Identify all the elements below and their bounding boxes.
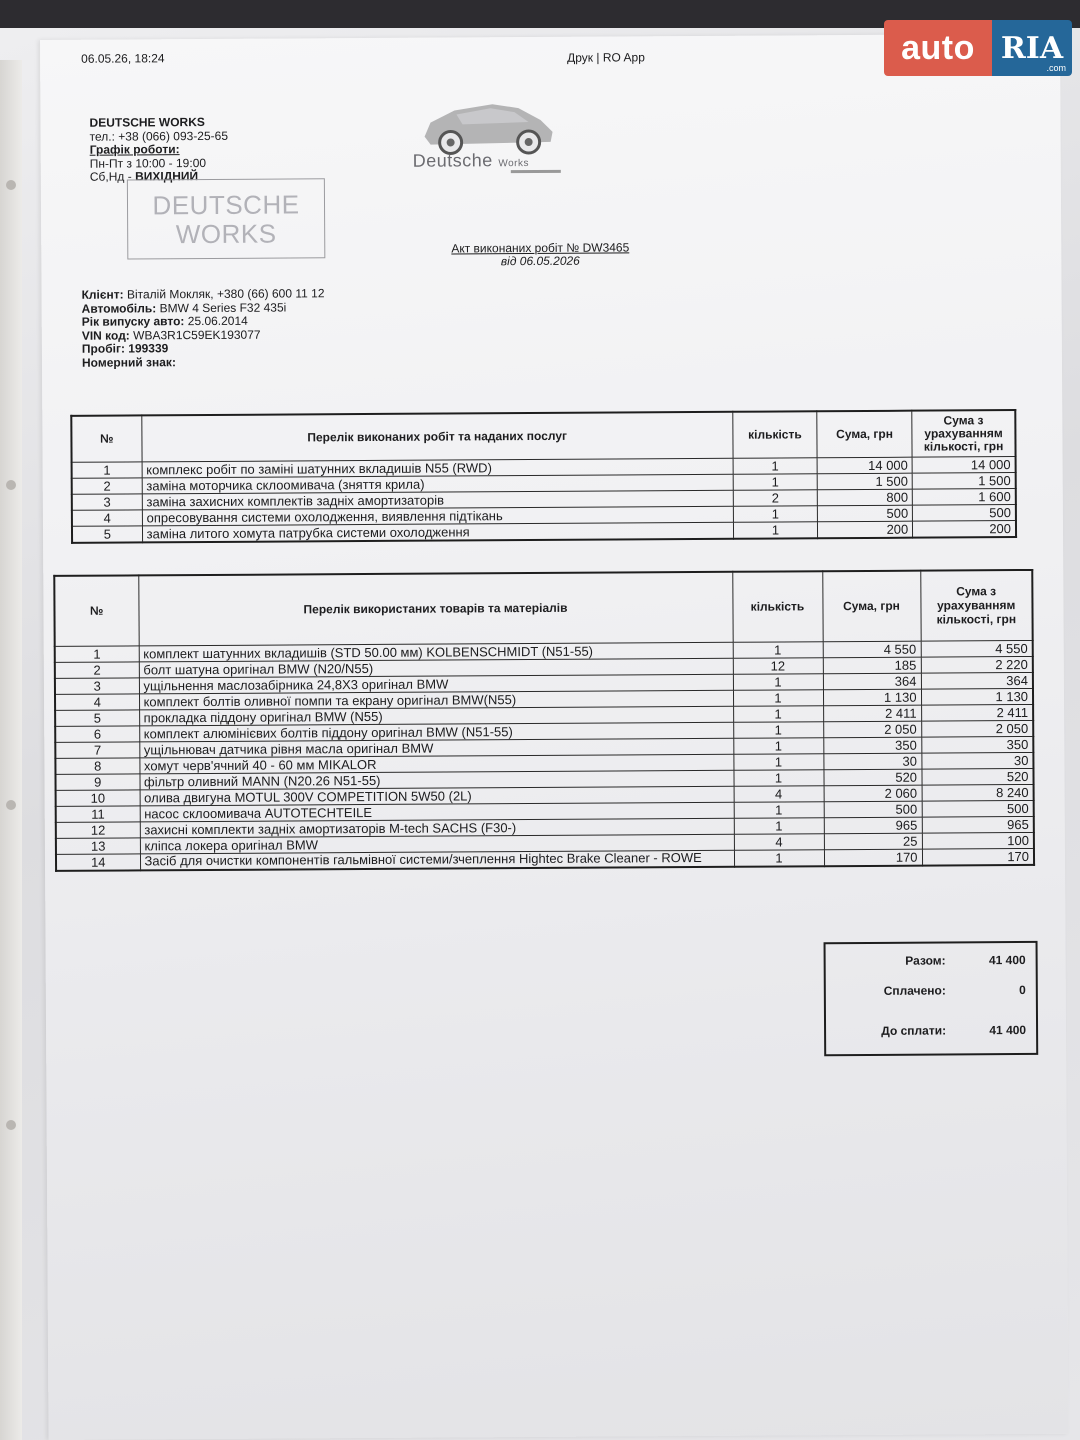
punch-hole	[6, 800, 16, 810]
schedule-label: Графік роботи:	[89, 142, 180, 157]
works-col-no: №	[71, 415, 141, 461]
row-quantity: 1	[733, 473, 817, 490]
row-price: 800	[817, 489, 912, 506]
row-number: 4	[72, 509, 142, 525]
row-description: комплект алюмінієвих болтів піддону оригінал BMW (N51-55)	[139, 722, 733, 742]
row-number: 2	[72, 477, 142, 493]
row-quantity: 2	[733, 489, 817, 506]
works-table	[70, 409, 1017, 543]
act-title: Акт виконаних робіт № DW3465	[451, 240, 630, 256]
row-total: 364	[921, 672, 1033, 689]
row-quantity: 4	[734, 833, 824, 850]
row-quantity: 1	[733, 769, 823, 786]
company-logo	[410, 92, 571, 183]
row-description: хомут черв'ячний 40 - 60 мм MIKALOR	[139, 754, 733, 774]
row-total: 100	[922, 832, 1034, 849]
row-price: 4 550	[823, 641, 921, 658]
row-price: 200	[818, 521, 913, 538]
row-number: 9	[55, 773, 139, 790]
row-description: ущільнення маслозабірника 24,8X3 оригінал BMW	[139, 674, 733, 694]
row-quantity: 4	[734, 785, 824, 802]
row-number: 1	[55, 645, 139, 662]
row-description: заміна литого хомута патрубка системи охолодження	[142, 522, 733, 542]
row-price: 364	[823, 673, 921, 690]
row-total: 30	[921, 752, 1033, 769]
company-stamp: DEUTSCHE WORKS	[127, 178, 325, 259]
parts-col-name: Перелік використаних товарів та матеріалів	[138, 572, 732, 646]
client-name: Віталій Мокляк, +380 (66) 600 11 12	[126, 286, 325, 302]
row-number: 11	[56, 805, 140, 822]
row-total: 965	[922, 816, 1034, 833]
row-quantity: 1	[734, 817, 824, 834]
row-number: 13	[56, 837, 140, 854]
invoice-paper	[40, 34, 1069, 1440]
row-price: 1 500	[817, 473, 912, 490]
punch-hole	[6, 480, 16, 490]
schedule-weekdays: Пн-Пт з 10:00 - 19:00	[89, 155, 207, 171]
row-price: 25	[824, 833, 922, 850]
row-number: 3	[55, 677, 139, 694]
row-description: Засіб для очистки компонентів гальмівної системи/зчеплення Hightec Brake Cleaner - ROWE	[140, 850, 734, 870]
logo-text: Deutsche	[412, 150, 493, 171]
row-number: 7	[55, 741, 139, 758]
parts-table-body	[55, 640, 1034, 870]
row-quantity: 1	[733, 505, 817, 522]
row-total: 350	[921, 736, 1033, 753]
company-info	[89, 116, 228, 184]
row-number: 14	[56, 853, 140, 870]
row-price: 30	[823, 753, 921, 770]
row-price: 1 130	[823, 689, 921, 706]
row-quantity: 1	[734, 849, 824, 866]
autoria-ria-text: RIA .com	[992, 20, 1072, 76]
row-number: 5	[55, 709, 139, 726]
row-quantity: 12	[733, 657, 823, 674]
row-price: 500	[824, 801, 922, 818]
logo-underline	[511, 170, 561, 173]
row-price: 2 060	[824, 785, 922, 802]
parts-col-price: Сума, грн	[822, 571, 920, 642]
act-heading	[447, 241, 633, 268]
punch-hole	[6, 180, 16, 190]
row-price: 500	[817, 505, 912, 522]
row-description: комплект шатунних вкладишів (STD 50.00 мм) KOLBENSCHMIDT (N51-55)	[139, 642, 733, 662]
parts-header-row	[54, 570, 1032, 646]
row-total: 2 050	[921, 720, 1033, 737]
works-table-body	[72, 456, 1016, 542]
row-quantity: 1	[733, 737, 823, 754]
summary-total-value: 41 400	[988, 952, 1026, 968]
punch-hole	[6, 1120, 16, 1130]
row-description: заміна захисних комплектів задніх амортизаторів	[142, 490, 733, 510]
schedule-weekend: Сб,Нд - ВИХІДНИЙ	[89, 169, 199, 184]
print-source: Друк | RO App	[567, 50, 645, 65]
row-quantity: 1	[733, 673, 823, 690]
row-total: 170	[922, 848, 1034, 865]
row-price: 14 000	[817, 457, 912, 474]
row-description: захисні комплекти задніх амортизаторів M-tech SACHS (F30-)	[140, 818, 734, 838]
row-price: 2 411	[823, 705, 921, 722]
row-description: кліпса локера оригінал BMW	[140, 834, 734, 854]
row-description: насос склоомивача AUTOTECHTEILE	[140, 802, 734, 822]
row-description: прокладка піддону оригінал BMW (N55)	[139, 706, 733, 726]
client-info: Клієнт: Віталій Мокляк, +380 (66) 600 11 12 Автомобіль: BMW 4 Series F32 435i Рік випуску авто: 25.06.2014 VIN код: WBA3R1C59EK193077 Пробіг: 199339 Номерний знак:	[81, 286, 325, 370]
car-vin: WBA3R1C59EK193077	[133, 327, 261, 342]
row-description: олива двигуна MOTUL 300V COMPETITION 5W50 (2L)	[140, 786, 734, 806]
row-price: 185	[823, 657, 921, 674]
row-total: 8 240	[922, 784, 1034, 801]
row-total: 500	[913, 504, 1016, 521]
car-year: 25.06.2014	[187, 313, 248, 329]
row-number: 1	[72, 461, 142, 477]
works-header-row	[71, 410, 1015, 462]
row-total: 500	[922, 800, 1034, 817]
row-total: 520	[921, 768, 1033, 785]
row-price: 2 050	[823, 721, 921, 738]
row-total: 2 411	[921, 704, 1033, 721]
row-description: опресовування системи охолодження, виявлення підтікань	[142, 506, 733, 526]
row-number: 3	[72, 493, 142, 509]
summary-paid-value: 0	[1019, 982, 1026, 998]
row-description: комплект болтів оливної помпи та екрану оригінал BMW(N55)	[139, 690, 733, 710]
autoria-watermark-logo	[884, 20, 1072, 76]
row-price: 520	[823, 769, 921, 786]
print-datetime: 06.05.26, 18:24	[81, 51, 165, 66]
works-col-name: Перелік виконаних робіт та наданих послуг	[141, 412, 733, 462]
logo-text-small: Works	[498, 158, 530, 170]
row-total: 1 130	[921, 688, 1033, 705]
row-quantity: 1	[733, 705, 823, 722]
row-description: болт шатуна оригінал BMW (N20/N55)	[139, 658, 733, 678]
summary-paid-label: Сплачено:	[883, 983, 946, 998]
act-date: від 06.05.2026	[500, 253, 580, 269]
works-col-price: Сума, грн	[817, 411, 912, 458]
summary-total-row	[826, 952, 1032, 968]
row-number: 4	[55, 693, 139, 710]
row-total: 200	[913, 520, 1016, 537]
row-total: 4 550	[921, 640, 1033, 657]
row-number: 6	[55, 725, 139, 742]
row-quantity: 1	[733, 721, 823, 738]
row-total: 1 500	[912, 472, 1015, 489]
row-description: комплекс робіт по заміні шатунних вкладишів N55 (RWD)	[142, 458, 733, 478]
row-number: 10	[56, 789, 140, 806]
summary-due-row	[826, 1022, 1032, 1038]
row-total: 2 220	[921, 656, 1033, 673]
plate-label: Номерний знак:	[81, 354, 176, 370]
row-description: заміна моторчика склоомивача (зняття крила)	[142, 474, 733, 494]
summary-due-label: До сплати:	[881, 1023, 947, 1038]
row-quantity: 1	[733, 457, 817, 474]
car-model: BMW 4 Series F32 435i	[159, 300, 287, 315]
car-mileage: 199339	[128, 341, 169, 356]
row-price: 350	[823, 737, 921, 754]
summary-box	[824, 941, 1039, 1056]
summary-total-label: Разом:	[905, 953, 946, 968]
row-number: 2	[55, 661, 139, 678]
row-description: ущільнювач датчика рівня масла оригінал BMW	[139, 738, 733, 758]
works-col-qty: кількість	[733, 411, 817, 458]
row-number: 8	[55, 757, 139, 774]
row-quantity: 1	[733, 689, 823, 706]
sleeve-binding-edge	[0, 60, 22, 1440]
row-quantity: 1	[733, 521, 817, 538]
row-number: 12	[56, 821, 140, 838]
row-total: 14 000	[912, 456, 1015, 473]
summary-paid-row	[826, 982, 1032, 998]
company-phone: тел.: +38 (066) 093-25-65	[89, 128, 229, 144]
row-quantity: 1	[733, 641, 823, 658]
parts-col-qty: кількість	[732, 571, 822, 642]
row-quantity: 1	[733, 753, 823, 770]
parts-col-total: Сума з урахуванням кількості, грн	[920, 570, 1032, 641]
company-name: DEUTSCHE WORKS	[89, 114, 205, 130]
autoria-auto-text: auto	[884, 20, 992, 76]
row-total: 1 600	[913, 488, 1016, 505]
row-description: фільтр оливний MANN (N20.26 N51-55)	[139, 770, 733, 790]
row-number: 5	[72, 525, 142, 542]
works-col-total: Сума з урахуванням кількості, грн	[912, 410, 1016, 457]
parts-col-no: №	[54, 575, 138, 646]
row-price: 965	[824, 817, 922, 834]
row-price: 170	[824, 849, 922, 866]
summary-due-value: 41 400	[989, 1022, 1027, 1038]
row-quantity: 1	[734, 801, 824, 818]
parts-table	[53, 569, 1035, 871]
